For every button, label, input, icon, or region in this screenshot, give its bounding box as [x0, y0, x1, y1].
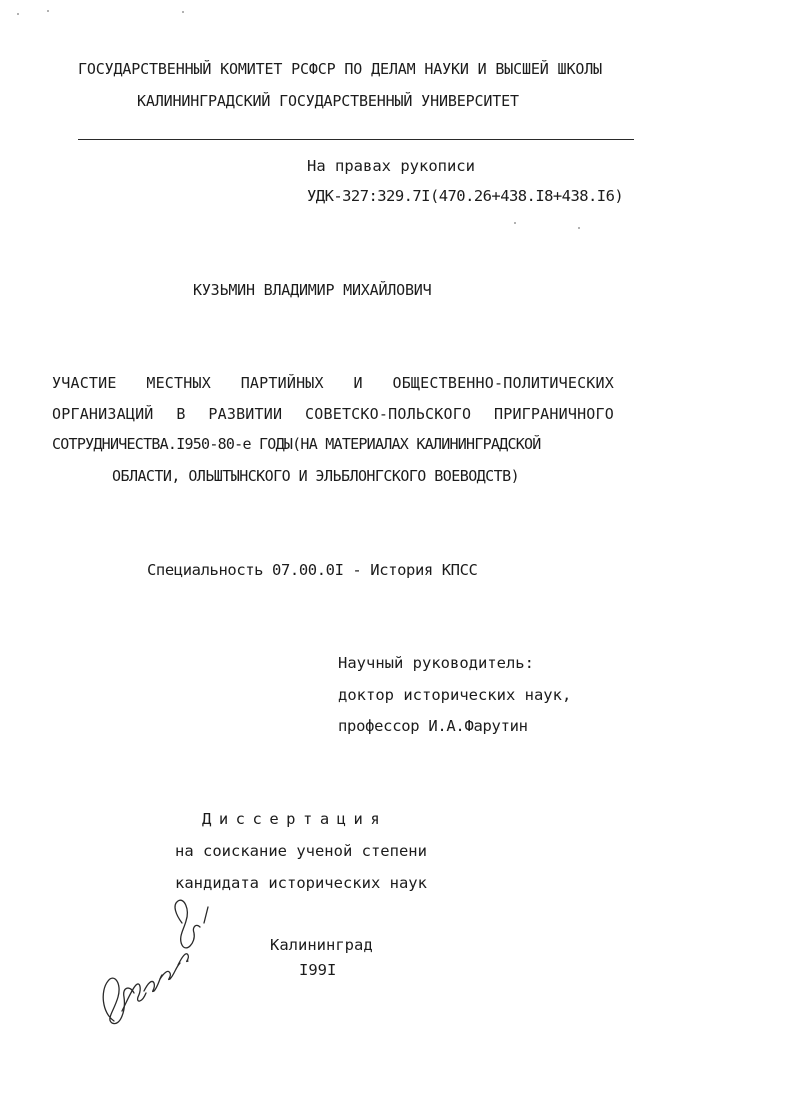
scan-speck — [578, 227, 580, 229]
header-divider — [78, 139, 634, 140]
ministry-name: ГОСУДАРСТВЕННЫЙ КОМИТЕТ РСФСР ПО ДЕЛАМ НАУКИ И ВЫСШЕЙ ШКОЛЫ — [78, 60, 602, 78]
title-line-2: ОРГАНИЗАЦИЙ В РАЗВИТИИ СОВЕТСКО-ПОЛЬСКОГО ПРИГРАНИЧНОГО — [52, 405, 614, 423]
scan-speck — [17, 13, 19, 15]
title-line-4: ОБЛАСТИ, ОЛЬШТЫНСКОГО И ЭЛЬБЛОНГСКОГО ВОЕВОДСТВ) — [112, 467, 520, 485]
author-signature — [92, 893, 232, 1033]
specialty: Специальность 07.00.0I - История КПСС — [147, 561, 478, 579]
dissertation-field-line: кандидата исторических наук — [175, 874, 427, 892]
dissertation-heading: Диссертация — [202, 810, 388, 828]
udk-code: УДК-327:329.7I(470.26+438.I8+438.I6) — [307, 187, 624, 205]
title-line-1: УЧАСТИЕ МЕСТНЫХ ПАРТИЙНЫХ И ОБЩЕСТВЕННО-ПОЛИТИЧЕСКИХ — [52, 374, 614, 392]
city: Калининград — [270, 936, 373, 954]
scan-speck — [182, 11, 184, 13]
advisor-degree: доктор исторических наук, — [338, 686, 572, 704]
author-name: КУЗЬМИН ВЛАДИМИР МИХАЙЛОВИЧ — [193, 281, 432, 299]
advisor-name: профессор И.А.Фарутин — [338, 717, 528, 735]
year: I99I — [299, 961, 337, 979]
dissertation-degree-line: на соискание ученой степени — [175, 842, 427, 860]
university-name: КАЛИНИНГРАДСКИЙ ГОСУДАРСТВЕННЫЙ УНИВЕРСИТЕТ — [137, 92, 519, 110]
scan-speck — [514, 222, 516, 224]
advisor-label: Научный руководитель: — [338, 654, 534, 672]
manuscript-rights: На правах рукописи — [307, 157, 475, 175]
title-line-3: СОТРУДНИЧЕСТВА.I950-80-е ГОДЫ(НА МАТЕРИАЛАХ КАЛИНИНГРАДСКОЙ — [52, 435, 541, 453]
scan-speck — [47, 10, 49, 12]
